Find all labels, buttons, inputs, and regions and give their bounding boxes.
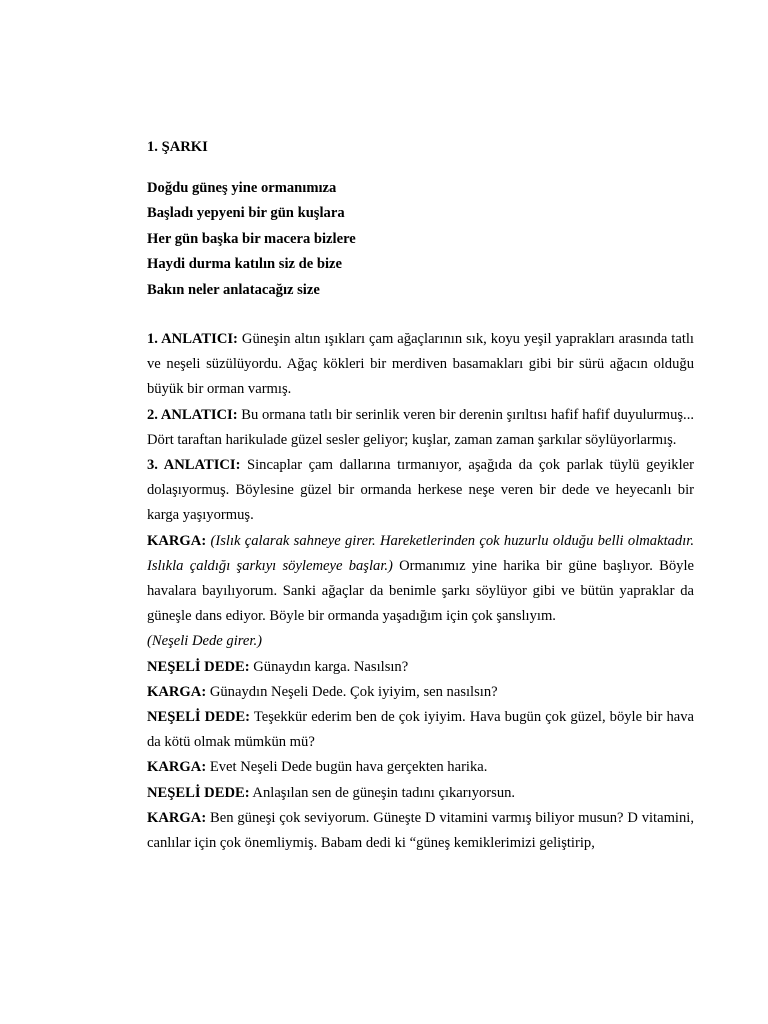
speaker-label: KARGA: — [147, 532, 207, 549]
speaker-label: NEŞELİ DEDE: — [147, 709, 251, 726]
dialogue-text: Bu ormana tatlı bir serinlik veren bir derenin şırıltısı hafif hafif duyulurmuş... Dört taraftan harikulade güzel sesler geliyor; kuşlar, zaman zaman şarkılar söylüyorlarmış. — [147, 406, 694, 448]
dialogue-text: Teşekkür ederim ben de çok iyiyim. Hava bugün çok güzel, böyle bir hava da kötü olmak mümkün mü? — [147, 709, 695, 751]
speaker-label: NEŞELİ DEDE: — [147, 658, 250, 675]
song-line: Başladı yepyeni bir gün kuşlara — [147, 205, 345, 222]
stage-direction: (Neşeli Dede girer.) — [147, 633, 262, 650]
script-paragraph — [147, 806, 694, 856]
dialogue-text: Ormanımız yine harika bir güne başlıyor. Böyle havalara bayılıyorum. Sanki ağaçlar da benimle şarkı söylüyor gibi ve bütün yapraklar da güneşle dans ediyor. Böyle bir ormanda yaşadığım için çok şanslıyım. — [147, 557, 694, 625]
script-paragraph — [147, 327, 694, 403]
speaker-label: KARGA: — [147, 683, 207, 700]
speaker-label: KARGA: — [147, 759, 207, 776]
speaker-label: NEŞELİ DEDE: — [147, 784, 250, 801]
song-line: Haydi durma katılın siz de bize — [147, 256, 343, 273]
script-paragraph — [147, 781, 694, 806]
song-lyrics — [147, 176, 356, 303]
song-heading: 1. ŞARKI — [147, 139, 208, 155]
speaker-label: KARGA: — [147, 809, 207, 826]
script-paragraph — [147, 629, 694, 654]
script-paragraph — [147, 655, 694, 680]
stage-direction: (Islık çalarak sahneye girer. Hareketlerinden çok huzurlu olduğu belli olmaktadır. Islıkla çaldığı şarkıyı söylemeye başlar.) — [147, 532, 694, 574]
script-paragraph — [147, 755, 694, 780]
song-line: Her gün başka bir macera bizlere — [147, 230, 356, 247]
dialogue-text: Günaydın karga. Nasılsın? — [249, 658, 409, 675]
play-script — [147, 327, 694, 856]
dialogue-text: Anlaşılan sen de güneşin tadını çıkarıyorsun. — [249, 784, 516, 801]
dialogue-text: Sincaplar çam dallarına tırmanıyor, aşağıda da çok parlak tüylü geyikler dolaşıyormuş. Böylesine güzel bir ormanda herkese neşe veren bir dede ve heyecanlı bir karga yaşıyormuş. — [147, 457, 694, 524]
speaker-label: 3. ANLATICI: — [147, 457, 241, 474]
script-paragraph — [147, 705, 694, 755]
dialogue-text: Evet Neşeli Dede bugün hava gerçekten harika. — [206, 759, 488, 776]
script-paragraph — [147, 403, 694, 453]
dialogue-text: Ben güneşi çok seviyorum. Güneşte D vitamini varmış biliyor musun? D vitamini, canlılar için çok önemliymiş. Babam dedi ki “güneş kemiklerimizi geliştirip, — [147, 809, 694, 852]
script-paragraph — [147, 680, 694, 705]
dialogue-text: Günaydın Neşeli Dede. Çok iyiyim, sen nasılsın? — [206, 683, 498, 700]
speaker-label: 1. ANLATICI: — [147, 331, 238, 347]
song-line: Bakın neler anlatacağız size — [147, 281, 320, 298]
song-line: Doğdu güneş yine ormanımıza — [147, 180, 337, 196]
dialogue-text: Güneşin altın ışıkları çam ağaçlarının sık, koyu yeşil yaprakları arasında tatlı ve neşeli süzülüyordu. Ağaç kökleri bir merdiven basamakları gibi bir sürü ağacın olduğu büyük bir orman varmış. — [147, 331, 694, 398]
script-paragraph — [147, 453, 694, 529]
script-paragraph — [147, 529, 694, 630]
speaker-label: 2. ANLATICI: — [147, 406, 238, 423]
